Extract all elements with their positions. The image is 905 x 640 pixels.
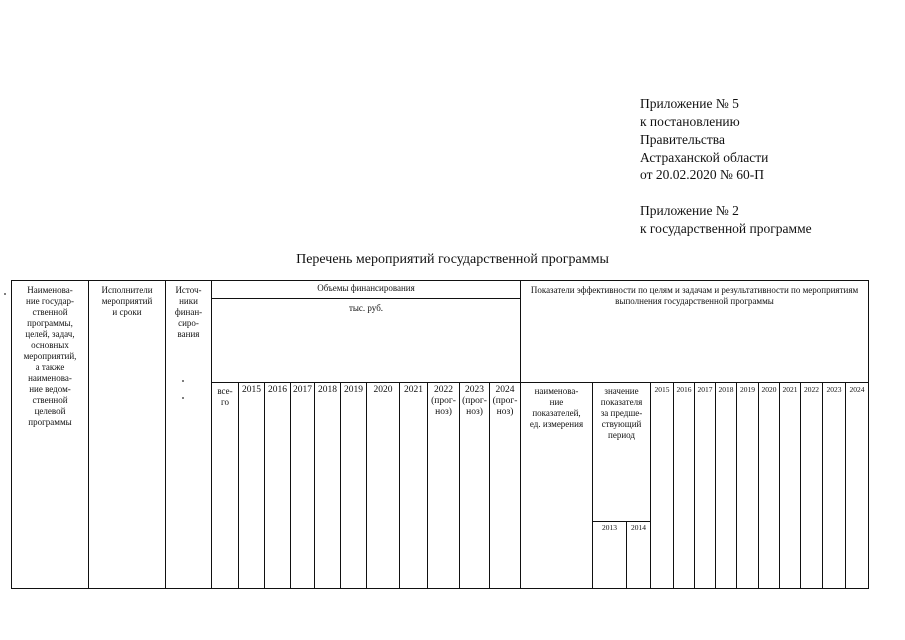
col-total: все- го [217, 386, 233, 407]
fund-forecast-2023: 2023 (прог- ноз) [462, 385, 487, 417]
fund-year-2021: 2021 [404, 385, 423, 395]
fund-year-2018: 2018 [318, 385, 337, 395]
fund-year-2017: 2017 [293, 385, 312, 395]
indicator-name-header: наименова- ние показателей, ед. измерения [529, 386, 584, 429]
scan-speck [182, 380, 184, 382]
scan-speck [182, 397, 184, 399]
government: Правительства [640, 132, 725, 147]
ind-year-2018: 2018 [718, 385, 734, 394]
ind-year-2021: 2021 [782, 385, 798, 394]
prev-year-2014: 2014 [631, 523, 646, 532]
ind-year-2024: 2024 [849, 385, 865, 394]
funding-unit: тыс. руб. [348, 303, 384, 313]
ind-year-2022: 2022 [804, 385, 819, 394]
prev-year-2013: 2013 [602, 523, 617, 532]
funding-title: Объемы финансирования [317, 283, 415, 293]
fund-year-2019: 2019 [344, 385, 363, 395]
ind-year-2019: 2019 [740, 385, 755, 394]
scan-speck [4, 293, 6, 295]
region: Астраханской области [640, 150, 769, 165]
indicators-title: Показатели эффективности по целям и задачам и результативности по мероприятиям выполнения государственной программы [530, 285, 859, 306]
fund-year-2015: 2015 [242, 385, 261, 395]
to-program: к государственной программе [640, 221, 812, 236]
appendix-sub: Приложение № 2 [640, 203, 739, 218]
appendix-main: Приложение № 5 [640, 96, 739, 111]
col-executors-header: Исполнители мероприятий и сроки [101, 285, 153, 317]
fund-forecast-2022: 2022 (прог- ноз) [431, 385, 456, 417]
document-title: Перечень мероприятий государственной программы [296, 252, 609, 267]
ind-year-2023: 2023 [826, 385, 842, 394]
prev-value-header: значение показателя за предше- ствующий период [600, 386, 643, 440]
fund-year-2020: 2020 [373, 385, 393, 395]
ind-year-2017: 2017 [697, 385, 713, 394]
ind-year-2015: 2015 [654, 385, 670, 394]
col-sources-header: Источ- ники финан- сиро- вания [174, 285, 203, 339]
ind-year-2016: 2016 [676, 385, 692, 394]
fund-year-2016: 2016 [268, 385, 287, 395]
to-resolution: к постановлению [640, 114, 740, 129]
date-number: от 20.02.2020 № 60-П [640, 167, 764, 182]
ind-year-2020: 2020 [761, 385, 777, 394]
col-name-header: Наименова- ние государ- ственной программы, целей, задач, основных мероприятий, а также наименова- ние ведом- ственной целевой программы [23, 285, 77, 427]
fund-forecast-2024: 2024 (прог- ноз) [492, 385, 518, 417]
